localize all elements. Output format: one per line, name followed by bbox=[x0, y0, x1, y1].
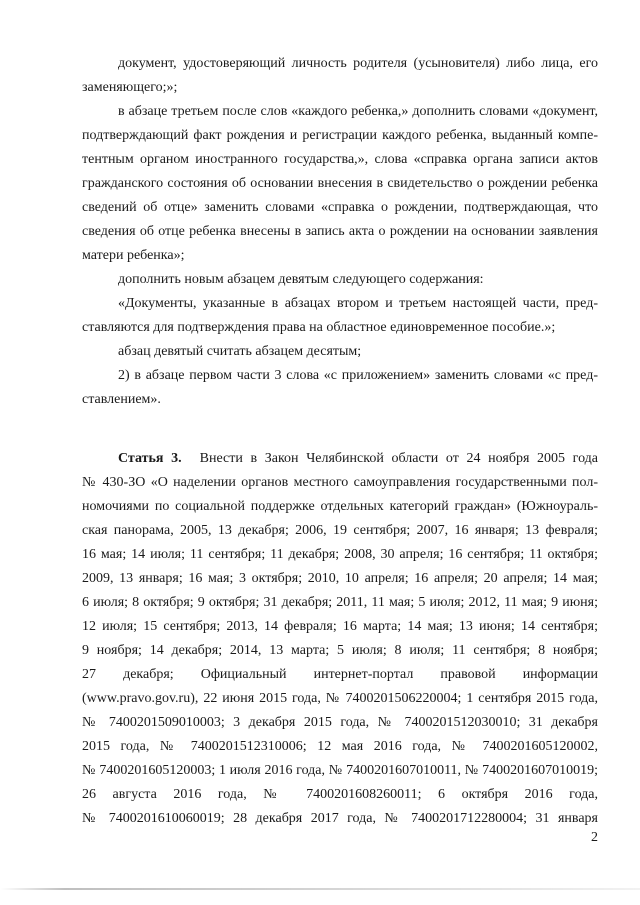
text-line: 2015 года, № 7400201512310006; 12 мая 2016 года, № 7400201605120002, bbox=[82, 739, 598, 754]
text-line: (www.pravo.gov.ru), 22 июня 2015 года, № 7400201506220004; 1 сентября 2015 года, bbox=[82, 691, 598, 706]
text-line: № 7400201605120003; 1 июля 2016 года, № 7400201607010011, № 7400201607010019; bbox=[82, 763, 598, 778]
text-line: сведений об отце» заменить словами «справка о рождении, подтверждающая, что bbox=[82, 200, 598, 215]
text-line: подтверждающий факт рождения и регистрации каждого ребенка, выданный компе- bbox=[82, 128, 598, 143]
text-line: «Документы, указанные в абзацах втором и третьем настоящей части, пред- bbox=[118, 296, 598, 311]
text-line: тентным органом иностранного государства,», слова «справка органа записи актов bbox=[82, 152, 598, 167]
text-line: матери ребенка»; bbox=[82, 248, 185, 263]
text-line: № 7400201509010003; 3 декабря 2015 года, № 7400201512030010; 31 декабря bbox=[82, 715, 598, 730]
text-line: номочиями по социальной поддержке отдельных категорий граждан» (Южноураль- bbox=[82, 499, 598, 514]
text-line: 9 ноября; 14 декабря; 2014, 13 марта; 5 июля; 8 июля; 11 сентября; 8 ноября; bbox=[82, 643, 598, 658]
text-line: сведения об отце ребенка внесены в запись акта о рождении на основании заявления bbox=[82, 224, 598, 239]
text-line: 6 июля; 8 октября; 9 октября; 31 декабря; 2011, 11 мая; 5 июля; 2012, 11 мая; 9 июня; bbox=[82, 595, 598, 610]
text-line: документ, удостоверяющий личность родителя (усыновителя) либо лица, его bbox=[118, 56, 598, 71]
text-line: 16 мая; 14 июля; 11 сентября; 11 декабря; 2008, 30 апреля; 16 сентября; 11 октября; bbox=[82, 547, 598, 562]
scan-edge-divider bbox=[0, 888, 640, 890]
text-line: дополнить новым абзацем девятым следующего содержания: bbox=[118, 272, 484, 287]
text-line: 2) в абзаце первом части 3 слова «с приложением» заменить словами «с пред- bbox=[118, 368, 598, 383]
text-line: 12 июля; 15 сентября; 2013, 14 февраля; 16 марта; 14 мая; 13 июня; 14 сентября; bbox=[82, 619, 598, 634]
text-line: ставлением». bbox=[82, 392, 161, 407]
text-line: заменяющего;»; bbox=[82, 80, 178, 95]
text-line: в абзаце третьем после слов «каждого ребенка,» дополнить словами «документ, bbox=[118, 104, 598, 119]
text-line: 27 декабря; Официальный интернет-портал правовой информации bbox=[82, 667, 598, 682]
text-line: № 430-ЗО «О наделении органов местного самоуправления государственными пол- bbox=[82, 475, 598, 490]
text-line: абзац девятый считать абзацем десятым; bbox=[118, 344, 362, 359]
text-line: 26 августа 2016 года, № 7400201608260011; 6 октября 2016 года, bbox=[82, 787, 598, 802]
text-line: 2009, 13 января; 16 мая; 3 октября; 2010, 10 апреля; 16 апреля; 20 апреля; 14 мая; bbox=[82, 571, 598, 586]
text-line: № 7400201610060019; 28 декабря 2017 года, № 7400201712280004; 31 января bbox=[82, 811, 598, 826]
article-first-line bbox=[118, 450, 598, 468]
text-line: гражданского состояния об основании внесения в свидетельство о рождении ребенка bbox=[82, 176, 598, 191]
article-heading: Статья 3. bbox=[118, 451, 182, 466]
text-line: ставляются для подтверждения права на областное единовременное пособие.»; bbox=[82, 320, 556, 335]
page-number: 2 bbox=[591, 830, 598, 845]
text-line: ская панорама, 2005, 13 декабря; 2006, 19 сентября; 2007, 16 января; 13 февраля; bbox=[82, 523, 598, 538]
article-text: Внести в Закон Челябинской области от 24 ноября 2005 года bbox=[199, 451, 598, 466]
